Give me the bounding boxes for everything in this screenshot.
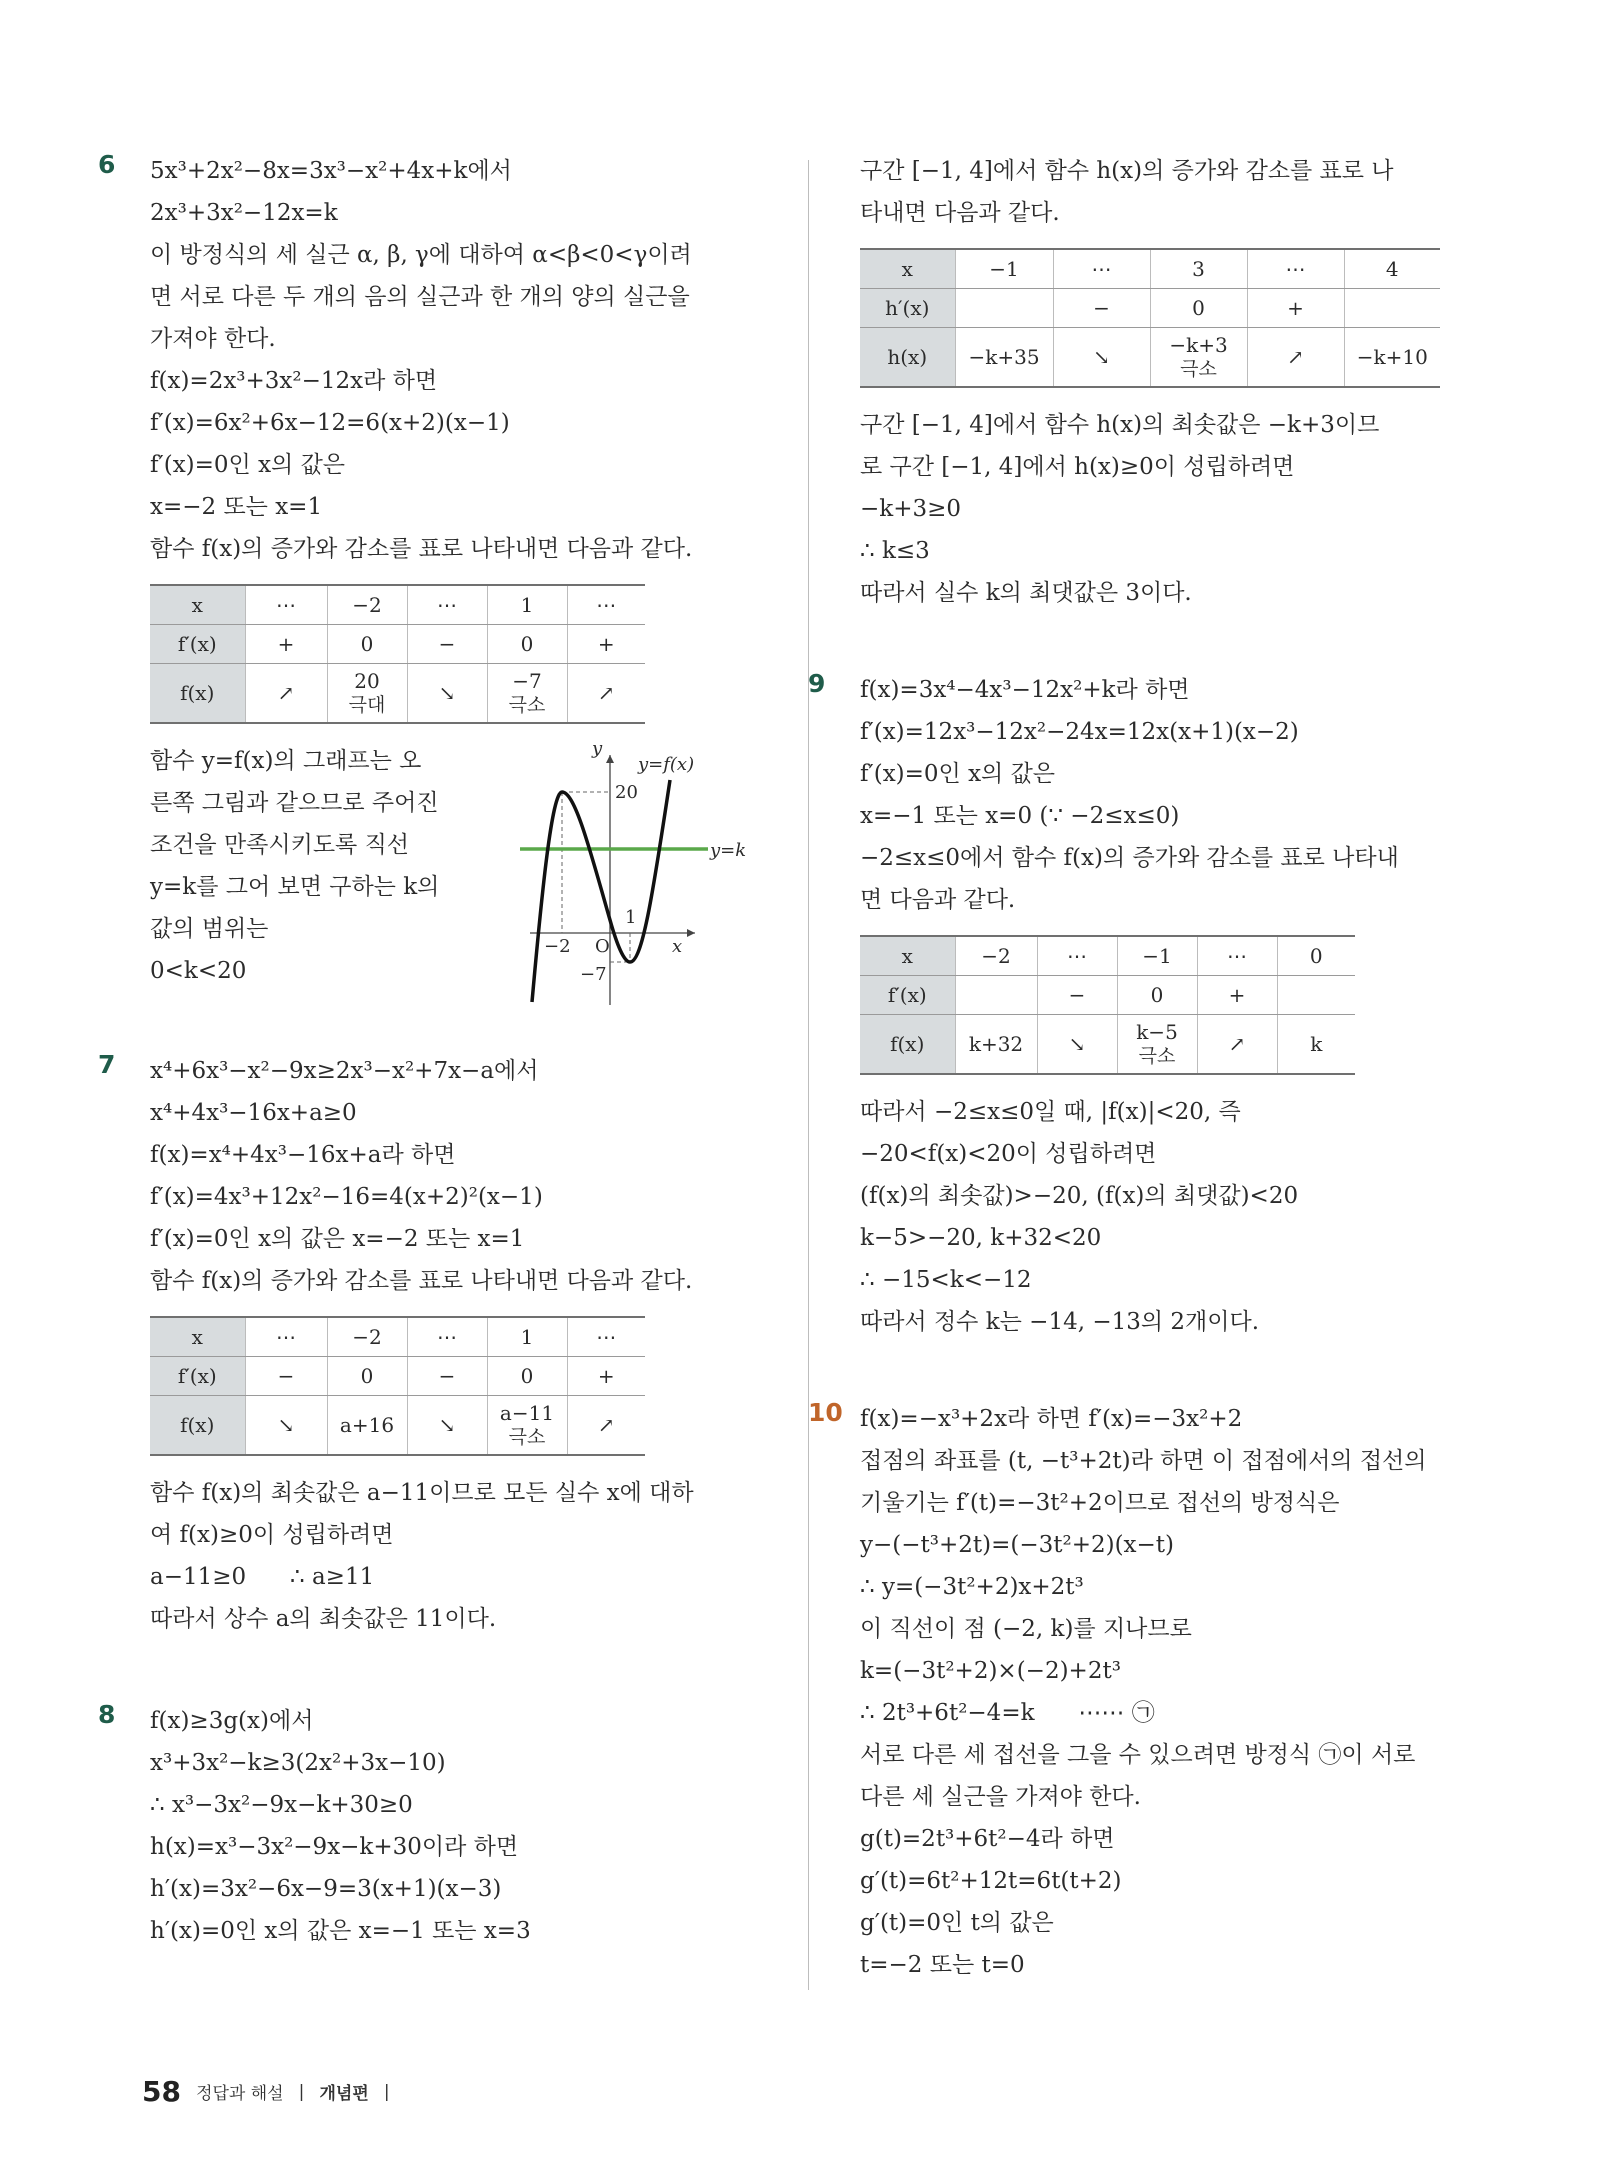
text-line: −2≤x≤0에서 함수 f(x)의 증가와 감소를 표로 나타내 — [860, 845, 1399, 871]
text-line: 면 서로 다른 두 개의 음의 실근과 한 개의 양의 실근을 — [150, 284, 690, 310]
text-line: f(x)=3x⁴−4x³−12x²+k라 하면 — [860, 677, 1190, 703]
text-line: 접점의 좌표를 (t, −t³+2t)라 하면 이 접점에서의 접선의 — [860, 1448, 1427, 1474]
problem-9 — [808, 669, 1490, 1343]
text-line: 가져야 한다. — [150, 326, 276, 352]
table-cell: −k+10 — [1344, 328, 1440, 388]
table-cell: ⋯ — [245, 585, 327, 625]
cell-value: a−11 — [499, 1401, 555, 1425]
text-line: a−11≥0 ∴ a≥11 — [150, 1564, 375, 1590]
text-line: 이 직선이 점 (−2, k)를 지나므로 — [860, 1616, 1192, 1642]
text-line: −k+3≥0 — [860, 496, 962, 522]
table-cell: ↗ — [1197, 1015, 1277, 1075]
text-line: f′(x)=0인 x의 값은 — [860, 761, 1056, 787]
text-line: 함수 f(x)의 증가와 감소를 표로 나타내면 다음과 같다. — [150, 1268, 693, 1294]
table-cell: + — [245, 625, 327, 664]
table-cell: + — [1247, 289, 1344, 328]
text-line: 여 f(x)≥0이 성립하려면 — [150, 1522, 394, 1548]
text-line: 함수 f(x)의 최솟값은 a−11이므로 모든 실수 x에 대하 — [150, 1480, 694, 1506]
table-cell: ↗ — [245, 664, 327, 724]
table-cell — [487, 1396, 567, 1456]
text-line: 이 방정식의 세 실근 α, β, γ에 대하여 α<β<0<γ이려 — [150, 242, 692, 268]
extremum-label: 극소 — [508, 694, 546, 716]
extremum-label: 극소 — [1138, 1045, 1176, 1067]
table-cell: − — [407, 625, 487, 664]
table-cell: ↘ — [1037, 1015, 1117, 1075]
table-cell — [1117, 1015, 1197, 1075]
table-header-cell: f(x) — [150, 664, 245, 724]
extremum-label: 극소 — [1180, 358, 1217, 380]
curve-label: y=f(x) — [638, 754, 695, 775]
text-line: f(x)=x⁴+4x³−16x+a라 하면 — [150, 1142, 456, 1168]
tick-label: −2 — [544, 936, 571, 957]
text-line: 함수 f(x)의 증가와 감소를 표로 나타내면 다음과 같다. — [150, 536, 693, 562]
table-cell: − — [245, 1357, 327, 1396]
axis-label-y: y — [592, 740, 603, 759]
text-line: ∴ x³−3x²−9x−k+30≥0 — [150, 1792, 413, 1818]
text-line: (f(x)의 최솟값)>−20, (f(x)의 최댓값)<20 — [860, 1183, 1299, 1209]
table-cell: 0 — [487, 1357, 567, 1396]
table-cell: −2 — [327, 585, 407, 625]
text-line: 따라서 상수 a의 최솟값은 11이다. — [150, 1606, 497, 1632]
table-cell: ⋯ — [245, 1317, 327, 1357]
text-line: 5x³+2x²−8x=3x³−x²+4x+k에서 — [150, 158, 512, 184]
line-label: y=k — [710, 840, 747, 861]
table-cell: ⋯ — [1037, 936, 1117, 976]
text-line: 조건을 만족시키도록 직선 — [150, 832, 410, 858]
table-cell: + — [567, 625, 645, 664]
text-line: x³+3x²−k≥3(2x²+3x−10) — [150, 1750, 446, 1776]
variation-table — [150, 1316, 645, 1456]
problem-8-continued — [860, 150, 1490, 614]
table-cell: k — [1277, 1015, 1355, 1075]
table-cell: − — [1053, 289, 1150, 328]
table-cell: −2 — [327, 1317, 407, 1357]
table-cell: 0 — [487, 625, 567, 664]
text-line: 른쪽 그림과 같으므로 주어진 — [150, 790, 439, 816]
page-number: 58 — [142, 2075, 181, 2108]
table-cell: ⋯ — [1247, 249, 1344, 289]
text-line: g(t)=2t³+6t²−4라 하면 — [860, 1826, 1115, 1852]
table-cell: −1 — [955, 249, 1053, 289]
text-line: k−5>−20, k+32<20 — [860, 1225, 1102, 1251]
table-header-cell: h(x) — [860, 328, 955, 388]
problem-10 — [808, 1398, 1490, 1986]
table-cell: 3 — [1150, 249, 1247, 289]
problem-number: 7 — [98, 1050, 116, 1079]
text-line: g′(t)=6t²+12t=6t(t+2) — [860, 1868, 1122, 1894]
variation-table — [150, 584, 645, 724]
table-cell — [327, 664, 407, 724]
text-line: f′(x)=0인 x의 값은 x=−2 또는 x=1 — [150, 1226, 525, 1252]
table-cell — [487, 664, 567, 724]
table-cell: ↗ — [567, 664, 645, 724]
table-cell: 0 — [1150, 289, 1247, 328]
table-cell: −k+35 — [955, 328, 1053, 388]
text-line: x⁴+4x³−16x+a≥0 — [150, 1100, 357, 1126]
cell-value: 20 — [354, 669, 380, 693]
table-cell: 4 — [1344, 249, 1440, 289]
graph-section — [150, 740, 770, 1010]
footer-chapter-label: 개념편 — [319, 2084, 369, 2104]
table-cell: ↘ — [1053, 328, 1150, 388]
table-cell: k+32 — [955, 1015, 1037, 1075]
text-line: f′(x)=12x³−12x²−24x=12x(x+1)(x−2) — [860, 719, 1299, 745]
table-cell: + — [567, 1357, 645, 1396]
extremum-label: 극대 — [348, 694, 386, 716]
text-line: f(x)≥3g(x)에서 — [150, 1708, 314, 1734]
problem-number: 10 — [808, 1398, 843, 1427]
table-header-cell: f′(x) — [860, 976, 955, 1015]
text-line: 면 다음과 같다. — [860, 887, 1016, 913]
table-header-cell: h′(x) — [860, 289, 955, 328]
text-line: 구간 [−1, 4]에서 함수 h(x)의 최솟값은 −k+3이므 — [860, 412, 1380, 438]
text-line: 로 구간 [−1, 4]에서 h(x)≥0이 성립하려면 — [860, 454, 1295, 480]
text-line: 0<k<20 — [150, 958, 247, 984]
text-line: 서로 다른 세 접선을 그을 수 있으려면 방정식 ㉠이 서로 — [860, 1742, 1416, 1768]
table-cell: ↗ — [567, 1396, 645, 1456]
text-line: ∴ −15<k<−12 — [860, 1267, 1032, 1293]
footer-separator: | — [383, 2081, 390, 2102]
text-line: f′(x)=0인 x의 값은 — [150, 452, 346, 478]
problem-7 — [98, 1050, 770, 1640]
footer-separator: | — [298, 2081, 305, 2102]
text-line: f(x)=−x³+2x라 하면 f′(x)=−3x²+2 — [860, 1406, 1243, 1432]
table-cell — [1344, 289, 1440, 328]
table-header-cell: x — [150, 1317, 245, 1357]
table-header-cell: x — [150, 585, 245, 625]
table-cell: a+16 — [327, 1396, 407, 1456]
axis-label-x: x — [672, 936, 683, 957]
problem-number: 8 — [98, 1700, 116, 1729]
table-cell: ↗ — [1247, 328, 1344, 388]
table-cell — [955, 976, 1037, 1015]
table-cell: ⋯ — [407, 585, 487, 625]
cell-value: −7 — [512, 669, 542, 693]
origin-label: O — [595, 936, 610, 957]
variation-table — [860, 248, 1440, 388]
text-line: 따라서 정수 k는 −14, −13의 2개이다. — [860, 1309, 1260, 1335]
text-line: t=−2 또는 t=0 — [860, 1952, 1025, 1978]
table-cell: 0 — [327, 1357, 407, 1396]
x-axis-arrow-icon — [687, 929, 695, 937]
text-line: h′(x)=0인 x의 값은 x=−1 또는 x=3 — [150, 1918, 531, 1944]
table-cell: − — [407, 1357, 487, 1396]
table-cell: ⋯ — [407, 1317, 487, 1357]
y-axis-arrow-icon — [606, 755, 614, 763]
footer-section-label: 정답과 해설 — [196, 2084, 284, 2104]
table-header-cell: f(x) — [150, 1396, 245, 1456]
variation-table — [860, 935, 1355, 1075]
text-line: 값의 범위는 — [150, 916, 269, 942]
table-cell — [955, 289, 1053, 328]
table-cell: 0 — [327, 625, 407, 664]
table-cell: 1 — [487, 585, 567, 625]
page-footer — [142, 2075, 390, 2108]
tick-label: −7 — [580, 964, 607, 985]
text-line: x=−2 또는 x=1 — [150, 494, 323, 520]
table-cell: ⋯ — [1053, 249, 1150, 289]
left-column — [98, 150, 770, 1952]
text-line: 다른 세 실근을 가져야 한다. — [860, 1784, 1141, 1810]
right-column — [808, 150, 1490, 1986]
table-header-cell: f(x) — [860, 1015, 955, 1075]
text-line: f(x)=2x³+3x²−12x라 하면 — [150, 368, 438, 394]
table-header-cell: x — [860, 936, 955, 976]
text-line: 타내면 다음과 같다. — [860, 200, 1060, 226]
text-line: 따라서 −2≤x≤0일 때, |f(x)|<20, 즉 — [860, 1099, 1241, 1125]
table-header-cell: f′(x) — [150, 625, 245, 664]
table-cell: − — [1037, 976, 1117, 1015]
text-line: f′(x)=6x²+6x−12=6(x+2)(x−1) — [150, 410, 510, 436]
table-cell — [1150, 328, 1247, 388]
text-line: g′(t)=0인 t의 값은 — [860, 1910, 1054, 1936]
problem-8 — [98, 1700, 770, 1952]
text-line: 함수 y=f(x)의 그래프는 오 — [150, 748, 422, 774]
table-header-cell: x — [860, 249, 955, 289]
text-line: −20<f(x)<20이 성립하려면 — [860, 1141, 1157, 1167]
text-line: h′(x)=3x²−6x−9=3(x+1)(x−3) — [150, 1876, 502, 1902]
text-line: h(x)=x³−3x²−9x−k+30이라 하면 — [150, 1834, 519, 1860]
table-cell: ⋯ — [1197, 936, 1277, 976]
problem-number: 9 — [808, 669, 826, 698]
table-cell: 0 — [1117, 976, 1197, 1015]
text-line: y−(−t³+2t)=(−3t²+2)(x−t) — [860, 1532, 1175, 1558]
text-line: x⁴+6x³−x²−9x≥2x³−x²+7x−a에서 — [150, 1058, 539, 1084]
tick-label: 20 — [615, 782, 638, 803]
table-cell: ⋯ — [567, 1317, 645, 1357]
text-line: ∴ k≤3 — [860, 538, 930, 564]
table-cell — [1277, 976, 1355, 1015]
table-cell: ↘ — [245, 1396, 327, 1456]
table-cell: ⋯ — [567, 585, 645, 625]
text-line: ∴ 2t³+6t²−4=k ⋯⋯ ㉠ — [860, 1700, 1155, 1726]
table-cell: + — [1197, 976, 1277, 1015]
text-line: y=k를 그어 보면 구하는 k의 — [150, 874, 440, 900]
text-line: 구간 [−1, 4]에서 함수 h(x)의 증가와 감소를 표로 나 — [860, 158, 1394, 184]
table-cell: 1 — [487, 1317, 567, 1357]
table-cell: ↘ — [407, 664, 487, 724]
problem-number: 6 — [98, 150, 116, 179]
problem-6 — [98, 150, 770, 1010]
cubic-graph — [520, 740, 780, 1010]
cell-value: k−5 — [1136, 1020, 1178, 1044]
table-cell: −2 — [955, 936, 1037, 976]
text-line: 따라서 실수 k의 최댓값은 3이다. — [860, 580, 1192, 606]
cell-value: −k+3 — [1169, 333, 1228, 357]
tick-label: 1 — [625, 907, 637, 928]
text-line: ∴ y=(−3t²+2)x+2t³ — [860, 1574, 1084, 1600]
text-line: k=(−3t²+2)×(−2)+2t³ — [860, 1658, 1121, 1684]
text-line: 2x³+3x²−12x=k — [150, 200, 338, 226]
table-header-cell: f′(x) — [150, 1357, 245, 1396]
table-cell: −1 — [1117, 936, 1197, 976]
table-cell: 0 — [1277, 936, 1355, 976]
graph-explanation — [150, 740, 490, 992]
text-line: f′(x)=4x³+12x²−16=4(x+2)²(x−1) — [150, 1184, 543, 1210]
text-line: x=−1 또는 x=0 (∵ −2≤x≤0) — [860, 803, 1180, 829]
column-divider — [808, 160, 809, 1990]
text-line: 기울기는 f′(t)=−3t²+2이므로 접선의 방정식은 — [860, 1490, 1340, 1516]
table-cell: ↘ — [407, 1396, 487, 1456]
extremum-label: 극소 — [508, 1426, 546, 1448]
